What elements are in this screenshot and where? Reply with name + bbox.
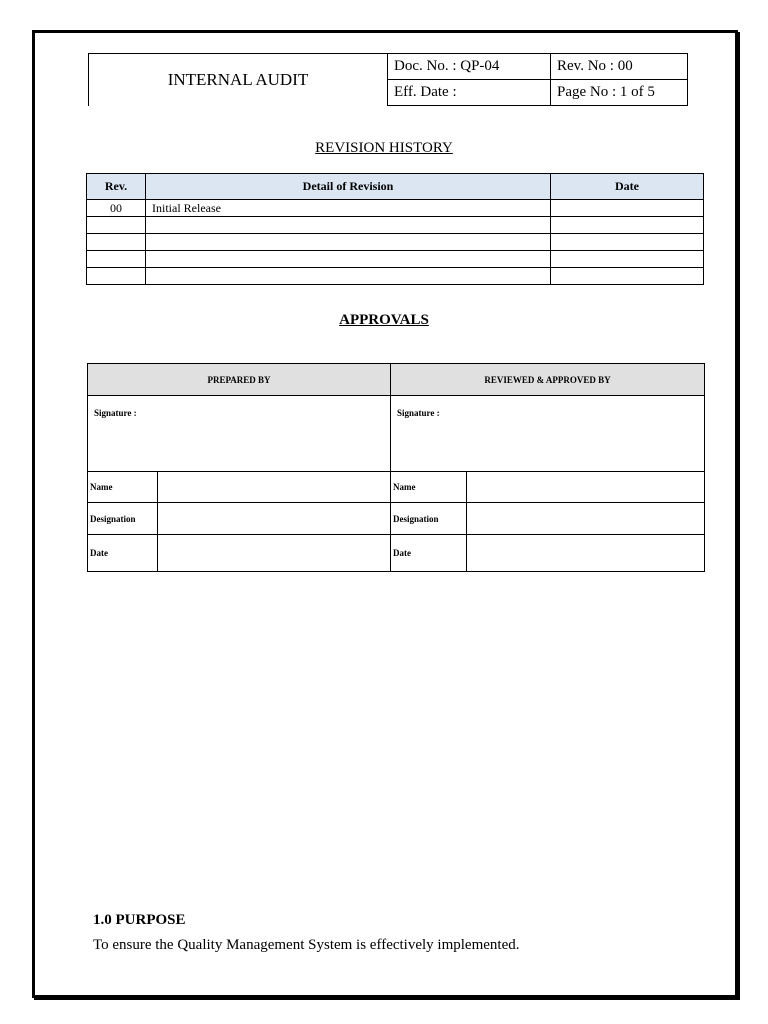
column-header-rev: Rev. xyxy=(87,174,146,200)
prepared-name-label: Name xyxy=(88,472,158,503)
table-cell xyxy=(551,200,704,217)
document-header xyxy=(88,53,688,106)
table-cell xyxy=(146,234,551,251)
reviewed-name-field xyxy=(467,472,705,503)
page-number: Page No : 1 of 5 xyxy=(551,80,688,106)
table-cell: Initial Release xyxy=(146,200,551,217)
prepared-name-field xyxy=(158,472,391,503)
purpose-text: To ensure the Quality Management System is effectively implemented. xyxy=(93,937,520,953)
prepared-date-field xyxy=(158,535,391,572)
revision-history-title: REVISION HISTORY xyxy=(315,140,453,156)
reviewed-approved-header: REVIEWED & APPROVED BY xyxy=(391,364,705,396)
prepared-designation-field xyxy=(158,503,391,535)
reviewed-signature-label: Signature : xyxy=(391,396,705,472)
table-cell xyxy=(551,217,704,234)
reviewed-designation-field xyxy=(467,503,705,535)
table-cell xyxy=(146,268,551,285)
revision-number: Rev. No : 00 xyxy=(551,54,688,80)
prepared-date-label: Date xyxy=(88,535,158,572)
table-cell xyxy=(87,217,146,234)
table-row xyxy=(87,251,704,268)
table-row xyxy=(87,234,704,251)
table-cell xyxy=(551,234,704,251)
purpose-heading: 1.0 PURPOSE xyxy=(93,912,186,928)
table-cell xyxy=(87,268,146,285)
table-row xyxy=(87,268,704,285)
table-cell xyxy=(87,251,146,268)
effective-date: Eff. Date : xyxy=(388,80,551,106)
table-cell xyxy=(551,268,704,285)
reviewed-designation-label: Designation xyxy=(391,503,467,535)
prepared-by-header: PREPARED BY xyxy=(88,364,391,396)
table-cell xyxy=(146,217,551,234)
table-cell xyxy=(146,251,551,268)
column-header-detail: Detail of Revision xyxy=(146,174,551,200)
revision-history-table xyxy=(86,173,704,285)
document-title: INTERNAL AUDIT xyxy=(89,54,388,106)
reviewed-name-label: Name xyxy=(391,472,467,503)
approvals-title: APPROVALS xyxy=(339,312,429,328)
prepared-signature-label: Signature : xyxy=(88,396,391,472)
table-cell xyxy=(87,234,146,251)
table-cell xyxy=(551,251,704,268)
doc-number: Doc. No. : QP-04 xyxy=(388,54,551,80)
column-header-date: Date xyxy=(551,174,704,200)
reviewed-date-field xyxy=(467,535,705,572)
prepared-designation-label: Designation xyxy=(88,503,158,535)
table-row xyxy=(87,217,704,234)
table-row xyxy=(87,200,704,217)
reviewed-date-label: Date xyxy=(391,535,467,572)
table-cell: 00 xyxy=(87,200,146,217)
approvals-table xyxy=(87,363,705,572)
